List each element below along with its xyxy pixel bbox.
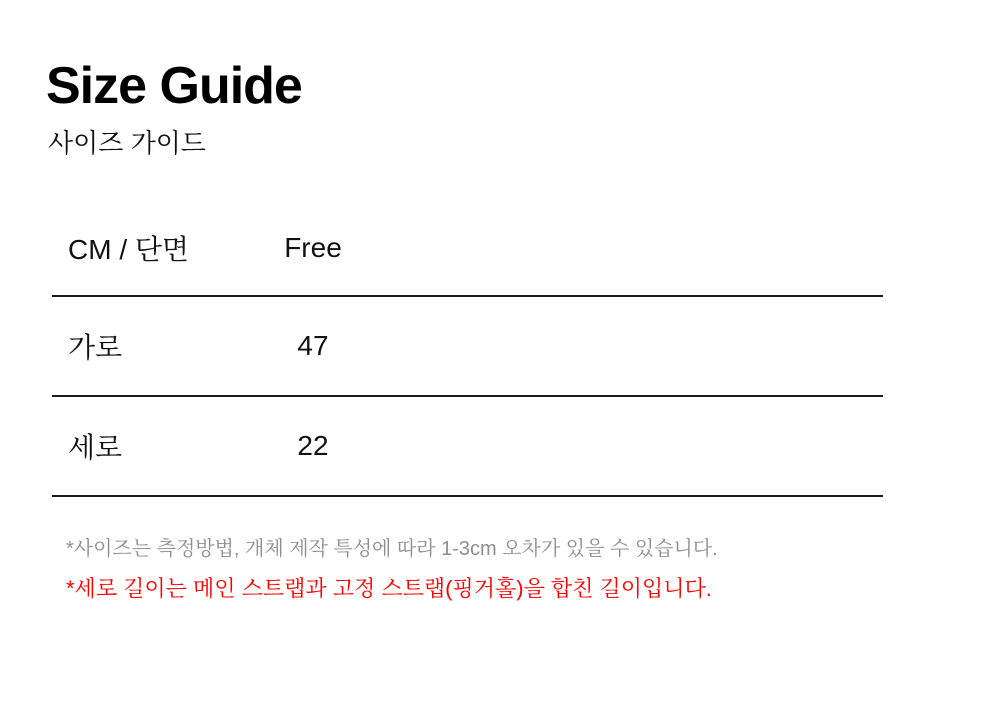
page-subtitle: 사이즈 가이드 [48, 128, 206, 158]
row-width-label: 가로 [52, 296, 253, 396]
row-height-spacer [373, 396, 883, 496]
size-table-size-header: Free [253, 200, 373, 296]
table-row-width [52, 296, 883, 396]
row-width-value: 47 [253, 296, 373, 396]
size-notes [66, 529, 718, 609]
page-title: Size Guide [46, 57, 302, 115]
size-table-header-row [52, 200, 883, 296]
row-height-value: 22 [253, 396, 373, 496]
size-table-unit-header: CM / 단면 [52, 200, 253, 296]
size-tolerance-note: *사이즈는 측정방법, 개체 제작 특성에 따라 1-3cm 오차가 있을 수 있습니다. [66, 538, 718, 560]
size-table-header-spacer [373, 200, 883, 296]
strap-length-note: *세로 길이는 메인 스트랩과 고정 스트랩(핑거홀)을 합친 길이입니다. [66, 576, 712, 601]
size-table [52, 200, 883, 497]
row-width-spacer [373, 296, 883, 396]
row-height-label: 세로 [52, 396, 253, 496]
table-row-height [52, 396, 883, 496]
